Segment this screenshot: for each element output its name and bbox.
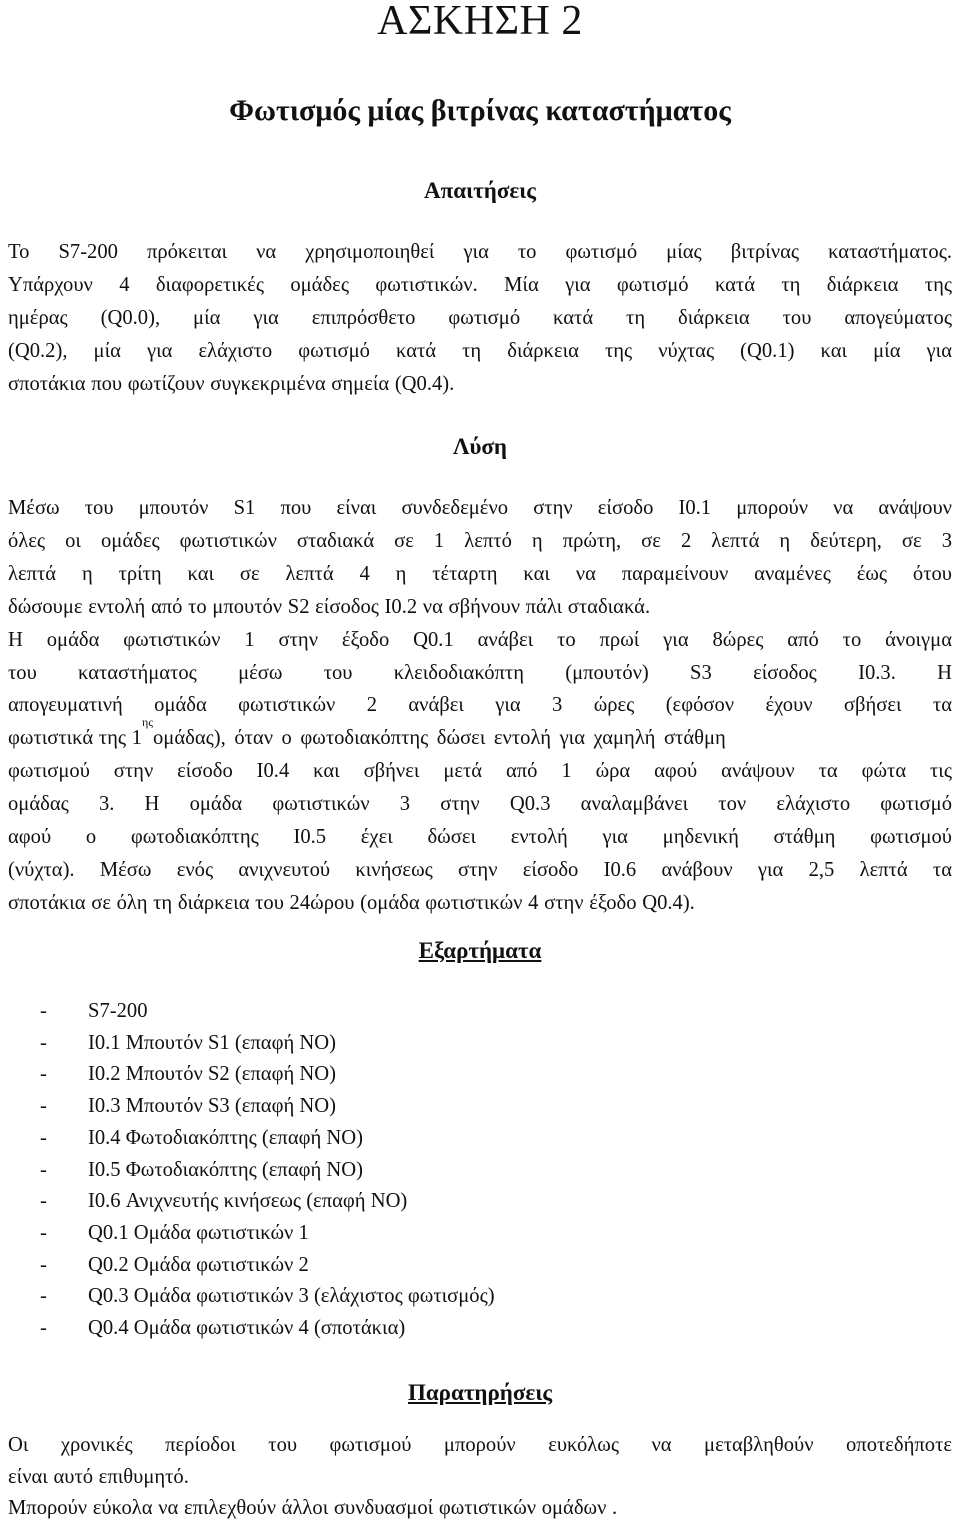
paragraph-line: To S7-200 πρόκειται να χρησιμοποιηθεί για το φωτισμό μίας βιτρίνας καταστήματος. <box>8 241 952 263</box>
list-dash: - <box>40 1031 47 1054</box>
list-item-text: S7-200 <box>88 1000 148 1022</box>
paragraph-line: του καταστήματος μέσω του κλειδοδιακόπτη (μπουτόν) S3 είσοδος I0.3. Η <box>8 661 952 684</box>
paragraph-line: (Q0.2), μία για ελάχιστο φωτισμό κατά τη διάρκεια της νύχτας (Q0.1) και μία για <box>8 339 952 362</box>
list-item <box>40 1123 495 1155</box>
list-item <box>40 1091 495 1123</box>
list-item-text: Q0.4 Ομάδα φωτιστικών 4 (σποτάκια) <box>88 1317 406 1340</box>
paragraph-line: όλες οι ομάδες φωτιστικών σταδιακά σε 1 λεπτό η πρώτη, σε 2 λεπτά η δεύτερη, σε 3 <box>8 529 952 552</box>
paragraph-line: ημέρας (Q0.0), μία για επιπρόσθετο φωτισμό κατά τη διάρκεια του απογεύματος <box>8 306 952 329</box>
list-item <box>40 1250 495 1282</box>
list-item <box>40 996 495 1028</box>
list-item-text: Q0.2 Ομάδα φωτιστικών 2 <box>88 1253 309 1276</box>
list-item-text: I0.6 Ανιχνευτής κινήσεως (επαφή NO) <box>88 1190 408 1213</box>
paragraph-line: σποτάκια που φωτίζουν συγκεκριμένα σημεία (Q0.4). <box>8 372 455 395</box>
list-item <box>40 1313 495 1345</box>
list-item <box>40 1186 495 1218</box>
list-item <box>40 1028 495 1060</box>
list-item <box>40 1218 495 1250</box>
list-item-text: I0.3 Μπουτόν S3 (επαφή NO) <box>88 1095 336 1118</box>
document-title: ΑΣΚΗΣΗ 2 <box>377 0 583 44</box>
paragraph-line: είναι αυτό επιθυμητό. <box>8 1465 189 1488</box>
paragraph-line: ομάδας 3. Η ομάδα φωτιστικών 3 στην Q0.3 αναλαμβάνει τον ελάχιστο φωτισμό <box>8 793 952 816</box>
requirements-paragraph <box>8 236 952 401</box>
list-item <box>40 1155 495 1187</box>
list-item <box>40 1281 495 1313</box>
list-item-text: I0.5 Φωτοδιακόπτης (επαφή NO) <box>88 1158 364 1181</box>
list-item-text: Q0.1 Ομάδα φωτιστικών 1 <box>88 1221 309 1244</box>
notes-heading: Παρατηρήσεις <box>407 1380 553 1405</box>
paragraph-line: Η ομάδα φωτιστικών 1 στην έξοδο Q0.1 ανάβει το πρωί για 8ώρες από το άνοιγμα <box>8 628 952 651</box>
list-dash: - <box>40 1221 47 1244</box>
solution-heading: Λύση <box>453 434 507 459</box>
list-dash: - <box>40 1253 47 1276</box>
paragraph-line: Υπάρχουν 4 διαφορετικές ομάδες φωτιστικών. Μία για φωτισμό κατά τη διάρκεια της <box>8 273 952 296</box>
superscript: ης <box>141 715 153 730</box>
list-dash: - <box>40 1095 47 1118</box>
list-dash: - <box>40 1285 47 1308</box>
list-dash: - <box>40 1158 47 1181</box>
list-dash: - <box>40 1000 47 1022</box>
list-dash: - <box>40 1190 47 1213</box>
list-item-text: I0.2 Μπουτόν S2 (επαφή NO) <box>88 1063 336 1086</box>
line-end: ομάδας), όταν ο φωτοδιακόπτης δώσει εντολή για χαμηλή στάθμη <box>153 727 726 750</box>
notes-paragraph <box>8 1430 952 1525</box>
requirements-heading: Απαιτήσεις <box>423 178 536 203</box>
paragraph-line: (νύχτα). Μέσω ενός ανιχνευτού κινήσεως στην είσοδο I0.6 ανάβουν για 2,5 λεπτά τα <box>8 858 952 881</box>
paragraph-line: απογευματινή ομάδα φωτιστικών 2 ανάβει για 3 ώρες (εφόσον έχουν σβήσει τα <box>8 694 952 717</box>
document-subtitle: Φωτισμός μίας βιτρίνας καταστήματος <box>229 94 731 127</box>
components-list <box>40 996 495 1345</box>
paragraph-line: Μέσω του μπουτόν S1 που είναι συνδεδεμένο στην είσοδο I0.1 μπορούν να ανάψουν <box>8 497 952 519</box>
paragraph-line: φωτισμού στην είσοδο I0.4 και σβήνει μετά από 1 ώρα αφού ανάψουν τα φώτα τις <box>8 760 952 783</box>
paragraph-line <box>8 715 952 755</box>
list-dash: - <box>40 1126 47 1149</box>
list-item-text: Q0.3 Ομάδα φωτιστικών 3 (ελάχιστος φωτισμός) <box>88 1285 495 1308</box>
paragraph-line: σποτάκια σε όλη τη διάρκεια του 24ώρου (ομάδα φωτιστικών 4 στην έξοδο Q0.4). <box>8 891 695 914</box>
line-start: φωτιστικά της 1 <box>8 727 142 750</box>
paragraph-line: αφού ο φωτοδιακόπτης I0.5 έχει δώσει εντολή για μηδενική στάθμη φωτισμού <box>8 826 952 849</box>
list-dash: - <box>40 1317 47 1340</box>
list-item-text: I0.1 Μπουτόν S1 (επαφή NO) <box>88 1031 336 1054</box>
paragraph-line: λεπτά η τρίτη και σε λεπτά 4 η τέταρτη και να παραμείνουν αναμένες έως ότου <box>8 562 952 585</box>
list-dash: - <box>40 1063 47 1086</box>
paragraph-line: Οι χρονικές περίοδοι του φωτισμού μπορούν ευκόλως να μεταβληθούν οποτεδήποτε <box>8 1434 952 1456</box>
solution-paragraph <box>8 492 952 920</box>
list-item <box>40 1059 495 1091</box>
components-heading: Εξαρτήματα <box>418 938 542 963</box>
paragraph-line: δώσουμε εντολή από το μπουτόν S2 είσοδος I0.2 να σβήνουν πάλι σταδιακά. <box>8 595 651 618</box>
paragraph-line: Μπορούν εύκολα να επιλεχθούν άλλοι συνδυασμοί φωτιστικών ομάδων . <box>8 1497 618 1519</box>
list-item-text: I0.4 Φωτοδιακόπτης (επαφή NO) <box>88 1126 364 1149</box>
